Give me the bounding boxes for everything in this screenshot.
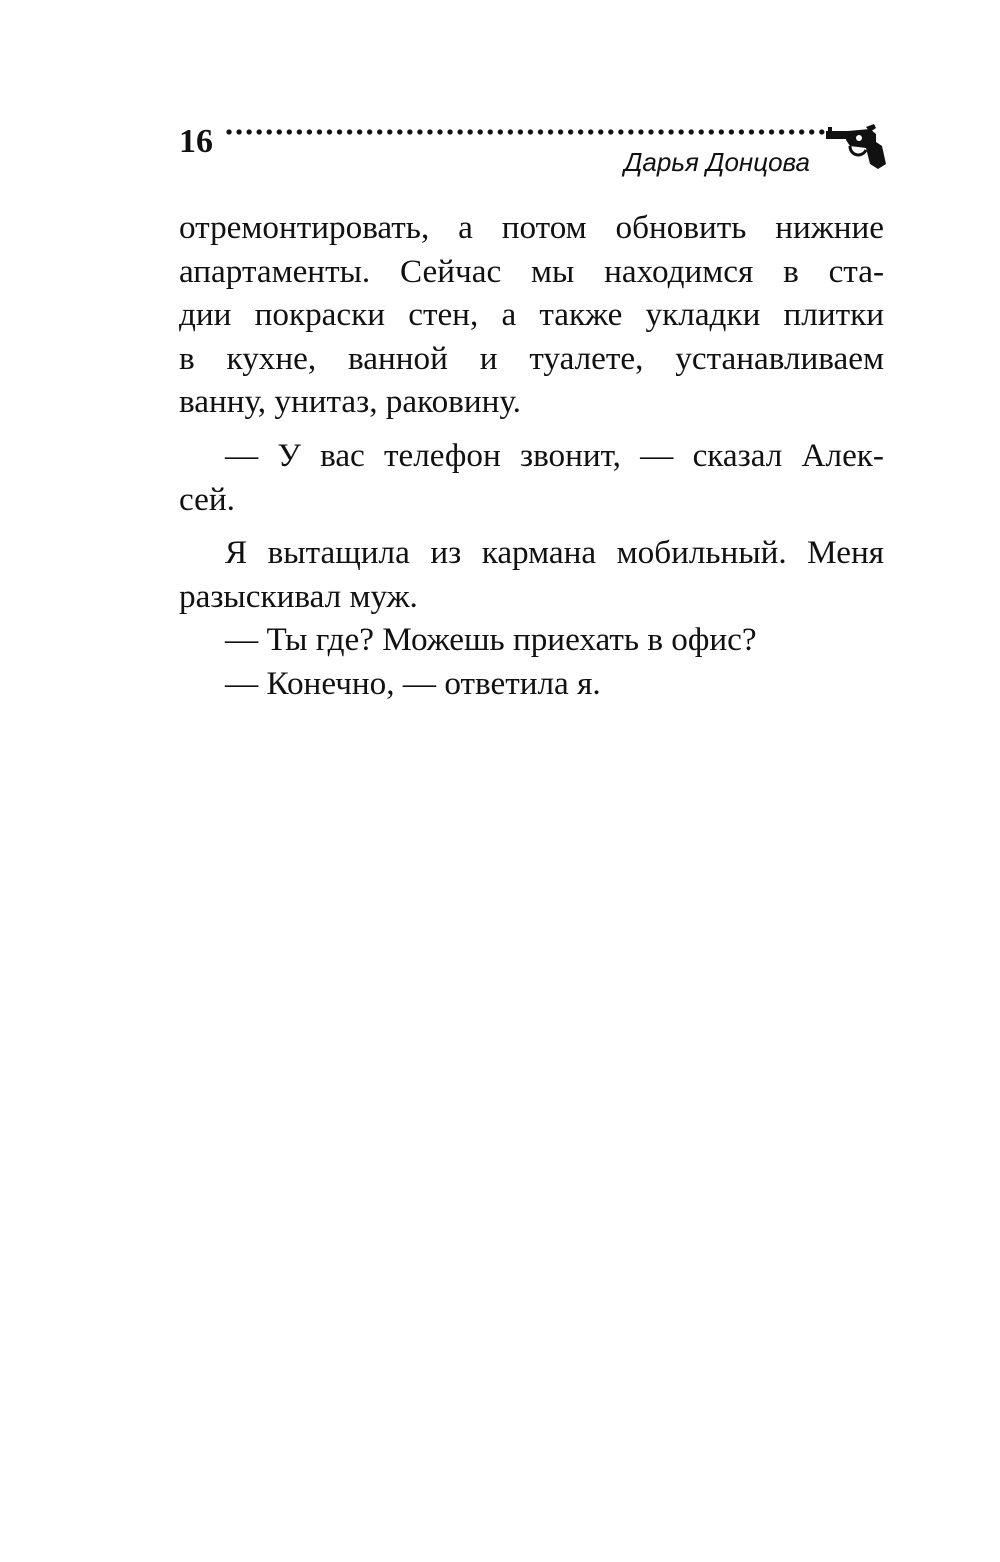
text-line: дии покраски стен, а также укладки плитки xyxy=(179,296,884,334)
page-number: 16 xyxy=(179,123,213,160)
paragraph xyxy=(179,618,884,662)
paragraph xyxy=(179,206,884,424)
text-line: Я вытащила из кармана мобильный. Меня xyxy=(225,534,884,572)
text-line: — У вас телефон звонит, — сказал Алек- xyxy=(225,436,884,474)
text-line: отремонтировать, а потом обновить нижние xyxy=(179,209,884,246)
body-text xyxy=(179,206,884,706)
text-line: сей. xyxy=(179,480,235,518)
paragraph xyxy=(179,434,884,521)
paragraph xyxy=(179,531,884,618)
text-line: — Конечно, — ответила я. xyxy=(225,664,601,702)
text-line: разыскивал муж. xyxy=(179,577,418,615)
text-line: апартаменты. Сейчас мы находимся в ста- xyxy=(179,252,884,290)
author-name: Дарья Донцова xyxy=(624,147,810,177)
text-line: в кухне, ванной и туалете, устанавливаем xyxy=(179,339,884,377)
paragraph xyxy=(179,662,884,706)
dotted-leader xyxy=(224,128,830,136)
text-line: ванну, унитаз, раковину. xyxy=(179,383,521,421)
revolver-icon xyxy=(826,124,886,170)
text-line: — Ты где? Можешь приехать в офис? xyxy=(225,621,757,659)
